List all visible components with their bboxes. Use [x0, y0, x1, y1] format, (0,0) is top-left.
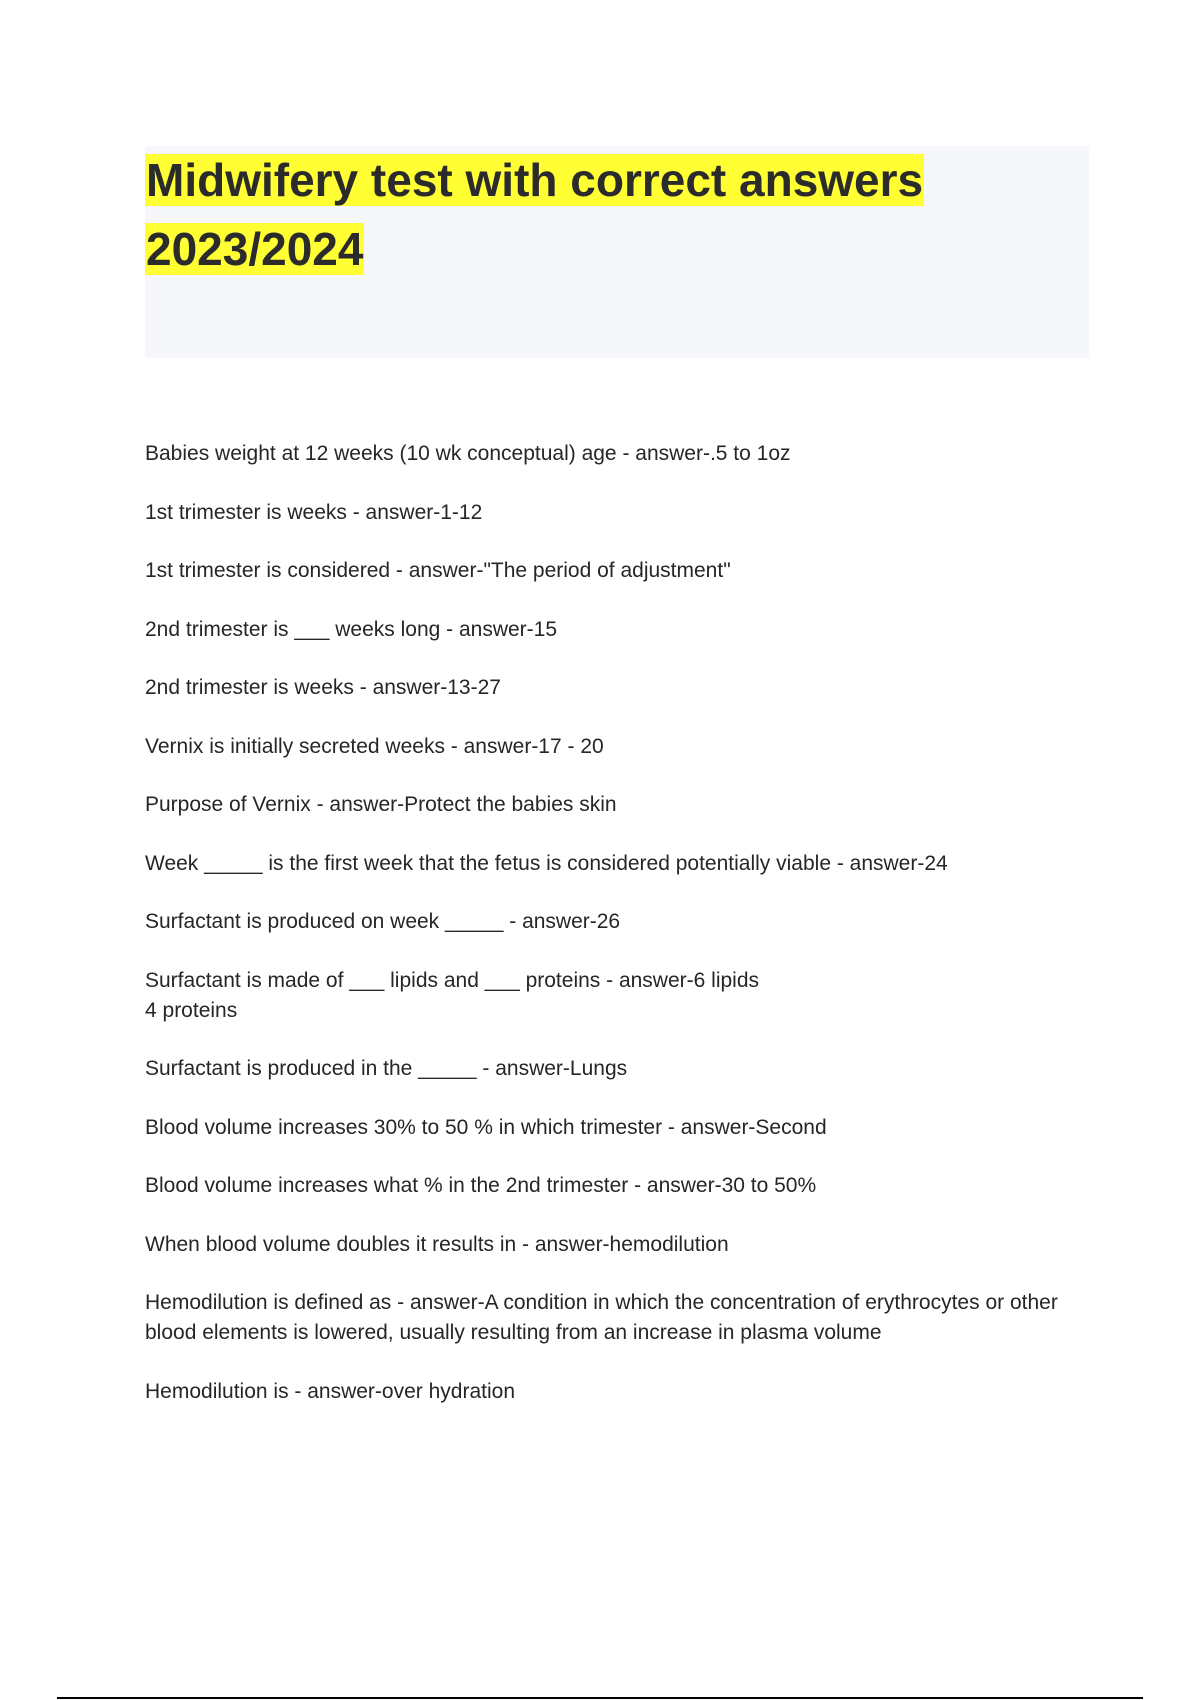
qa-item: 2nd trimester is weeks - answer-13-27 — [145, 676, 501, 699]
qa-item: Babies weight at 12 weeks (10 wk conceptual) age - answer-.5 to 1oz — [145, 442, 791, 465]
qa-item: Hemodilution is - answer-over hydration — [145, 1379, 515, 1403]
title-box — [145, 146, 1089, 358]
qa-item: 1st trimester is considered - answer-"The period of adjustment" — [145, 559, 731, 582]
qa-item: Surfactant is made of ___ lipids and ___ proteins - answer-6 lipids 4 proteins — [145, 968, 760, 1022]
qa-item: Purpose of Vernix - answer-Protect the babies skin — [145, 793, 617, 816]
qa-item: Blood volume increases what % in the 2nd trimester - answer-30 to 50% — [145, 1174, 817, 1197]
qa-item: 1st trimester is weeks - answer-1-12 — [145, 500, 483, 524]
qa-item: Blood volume increases 30% to 50 % in which trimester - answer-Second — [145, 1115, 827, 1139]
qa-list — [145, 439, 1075, 1435]
qa-item: Week _____ is the first week that the fetus is considered potentially viable - answer-24 — [145, 851, 948, 875]
qa-item: 2nd trimester is ___ weeks long - answer-15 — [145, 617, 558, 641]
page-bottom-rule — [57, 1697, 1143, 1699]
qa-item: Surfactant is produced in the _____ - answer-Lungs — [145, 1057, 628, 1080]
qa-item: Surfactant is produced on week _____ - answer-26 — [145, 910, 621, 933]
qa-item: Hemodilution is defined as - answer-A condition in which the concentration of erythrocytes or other blood elements is lowered, usually resulting from an increase in plasma volume — [145, 1291, 1058, 1344]
qa-item: Vernix is initially secreted weeks - answer-17 - 20 — [145, 734, 604, 758]
title-highlight: Midwifery test with correct answers 2023/2024 — [146, 154, 924, 275]
qa-item: When blood volume doubles it results in - answer-hemodilution — [145, 1232, 729, 1256]
page-title — [145, 146, 1045, 284]
